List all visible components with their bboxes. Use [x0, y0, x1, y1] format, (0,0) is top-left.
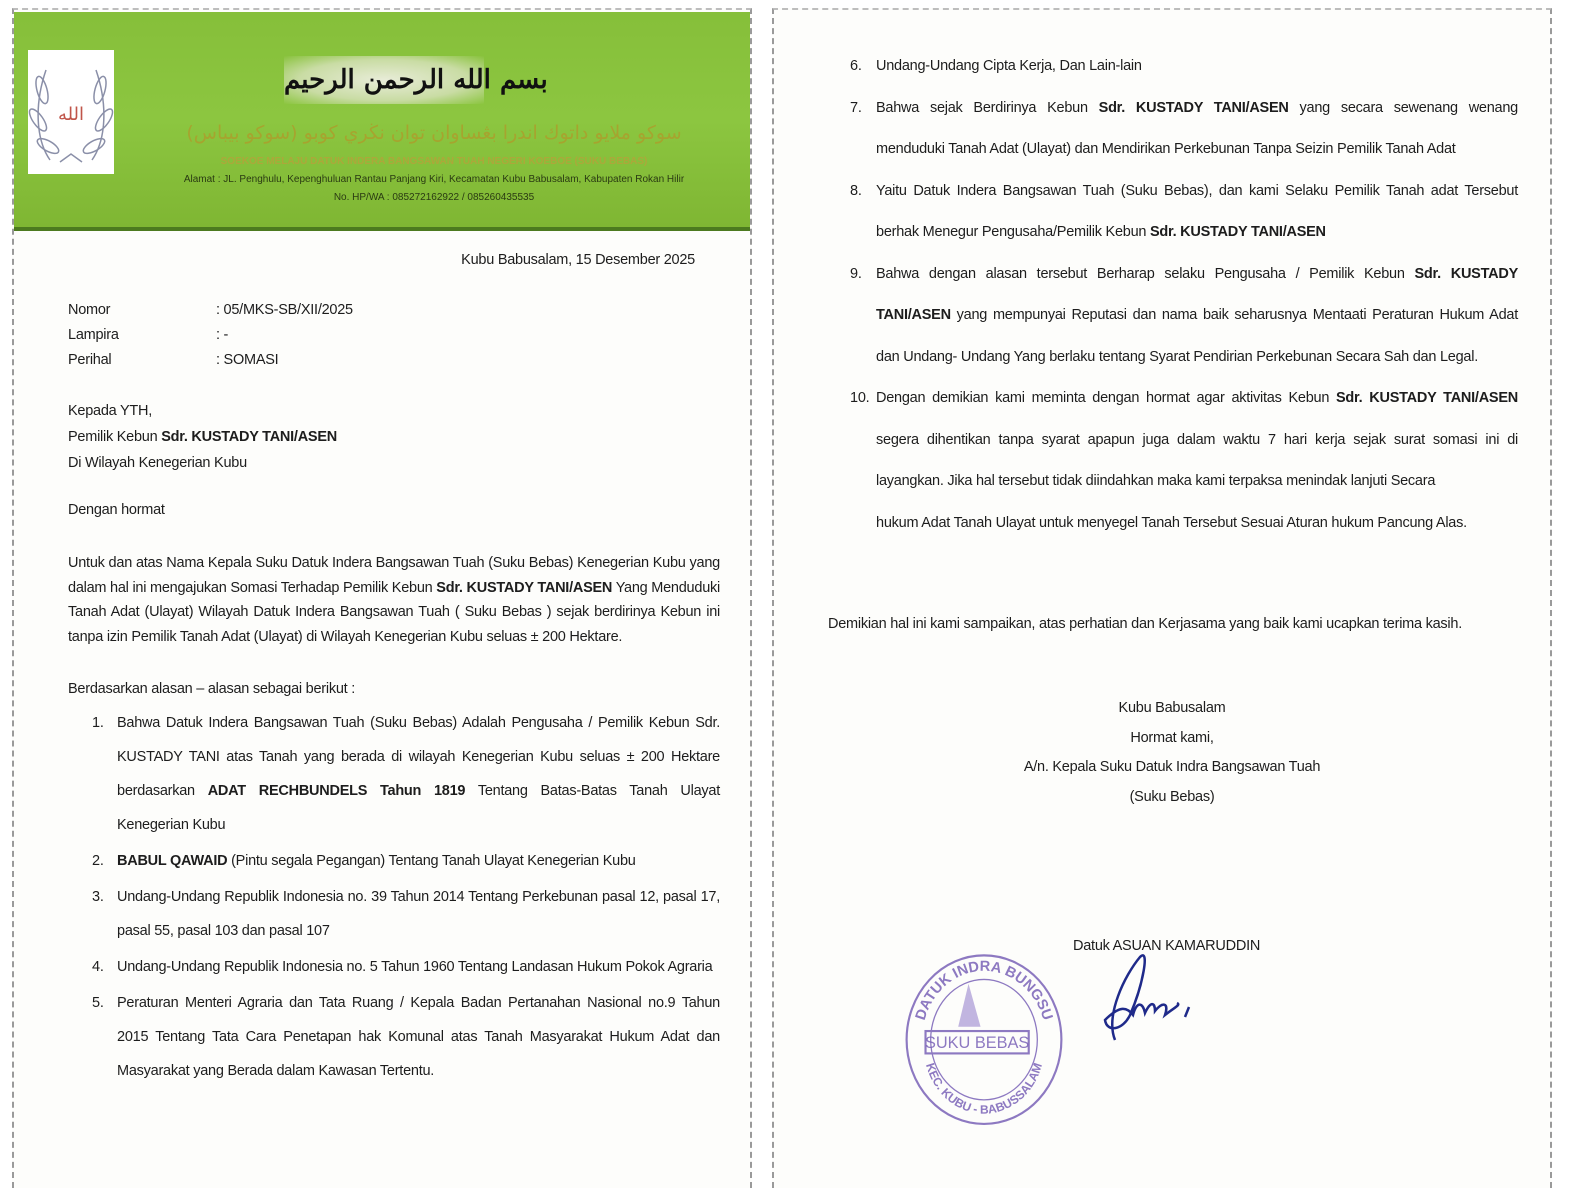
reason-text	[117, 880, 720, 948]
meta-value: : -	[216, 327, 229, 343]
reason-item	[850, 254, 1518, 379]
stamp-top-text: DATUK INDRA BUNGSU	[912, 958, 1056, 1023]
meta-value: : 05/MKS-SB/XII/2025	[216, 302, 353, 318]
text-segment: Tentang Batas-Batas Tanah Ulayat Kenegerian Kubu	[117, 783, 720, 833]
signatory-name: Datuk ASUAN KAMARUDDIN	[1073, 938, 1261, 954]
signature-place: Kubu Babusalam	[1118, 700, 1226, 716]
bold-text-segment: Sdr. KUSTADY TANI/ASEN	[876, 265, 1518, 323]
meta-block	[68, 298, 720, 373]
reason-item	[850, 378, 1518, 544]
laurel-wreath-icon	[28, 50, 114, 174]
recipient-line-2	[68, 424, 720, 450]
reason-item	[92, 706, 720, 842]
reason-item	[92, 986, 720, 1088]
reason-item	[92, 880, 720, 948]
reason-text	[876, 88, 1518, 171]
recipient-line-1: Kepada YTH,	[68, 403, 153, 419]
reason-text	[876, 171, 1518, 254]
date-line: Kubu Babusalam, 15 Desember 2025	[461, 252, 695, 268]
reason-text	[117, 706, 720, 842]
reasons-list-part-2	[850, 46, 1518, 544]
meta-label: Perihal	[68, 352, 112, 368]
reason-number: 4.	[92, 959, 104, 975]
reason-number: 9.	[850, 265, 862, 282]
greeting: Dengan hormat	[68, 502, 165, 518]
letter-page-1	[12, 8, 752, 1188]
recipient-block	[68, 398, 720, 476]
reason-text	[117, 986, 720, 1088]
text-segment: (Pintu segala Pegangan) Tentang Tanah Ulayat Kenegerian Kubu	[227, 853, 636, 869]
stamp-center-text: SUKU BEBAS	[924, 1034, 1030, 1053]
bold-text-segment: Sdr. KUSTADY TANI/ASEN	[1336, 390, 1518, 406]
intro-paragraph	[68, 551, 720, 649]
signature-group: (Suku Bebas)	[1129, 788, 1215, 805]
signature-regards: Hormat kami,	[1130, 729, 1214, 746]
letter-body	[68, 250, 720, 1088]
reason-text	[117, 950, 720, 984]
reasons-heading: Berdasarkan alasan – alasan sebagai berikut :	[68, 681, 355, 697]
reason-number: 2.	[92, 853, 104, 869]
arabic-org-name: سوكو ملايو داتوك اندرا بڠساوان توان نڬري كوبو (سوكو بيباس)	[186, 122, 682, 144]
text-segment: Yang Menduduki Tanah Adat (Ulayat) Wilayah Datuk Indera Bangsawan Tuah ( Suku Bebas ) sejak berdirinya Kebun ini tanpa izin Pemilik Tanah Adat (Ulayat) di Wilayah Kenegerian Kubu seluas ± 200 Hektare.	[68, 579, 720, 645]
bold-text-segment: Sdr. KUSTADY TANI/ASEN	[1149, 224, 1326, 240]
bismillah-calligraphy: بسم الله الرحمن الرحيم	[284, 56, 484, 104]
text-segment: Bahwa sejak Berdirinya Kebun	[876, 99, 1099, 116]
reason-number: 7.	[850, 99, 862, 116]
text-segment: Peraturan Menteri Agraria dan Tata Ruang / Kepala Badan Pertanahan Nasional no.9 Tahun 2015 Tentang Tata Cara Penetapan hak Komunal atas Tanah Masyarakat Hukum Adat dan Masyarakat yang Berada dalam Kawasan Tertentu.	[117, 995, 720, 1079]
bold-text-segment: Sdr. KUSTADY TANI/ASEN	[436, 579, 613, 596]
handwritten-signature	[1085, 945, 1205, 1055]
text-segment: Undang-Undang Cipta Kerja, Dan Lain-lain	[876, 58, 1142, 74]
reason-text	[876, 46, 1518, 88]
reason-item	[850, 88, 1518, 171]
reason-number: 10.	[850, 390, 870, 406]
letter-body-continued	[828, 46, 1520, 956]
text-segment: Bahwa Datuk Indera Bangsawan Tuah (Suku Bebas) Adalah Pengusaha / Pemilik Kebun Sdr. KUSTADY TANI atas Tanah yang berada di wilayah Kenegerian Kubu seluas ± 200 Hektare berdasarkan	[117, 715, 720, 799]
reason-item	[850, 46, 1518, 88]
text-segment: yang mempunyai Reputasi dan nama baik seharusnya Mentaati Peraturan Hukum Adat dan Undang- Undang Yang berlaku tentang Syarat Pendirian Perkebunan Secara Sah dan Legal.	[876, 307, 1518, 365]
text-segment: segera dihentikan tanpa syarat apapun juga dalam waktu 7 hari kerja sejak surat somasi ini di layangkan. Jika hal tersebut tidak diindahkan maka kami terpaksa menindak lanjuti Secara	[876, 431, 1518, 489]
signature-block	[940, 694, 1404, 812]
recipient-line-3: Di Wilayah Kenegerian Kubu	[68, 455, 247, 471]
reason-number: 3.	[92, 889, 104, 905]
reason-continuation: hukum Adat Tanah Ulayat untuk menyegel Tanah Tersebut Sesuai Aturan hukum Pancung Alas.	[876, 514, 1467, 531]
meta-value: : SOMASI	[216, 352, 279, 368]
meta-lampiran	[68, 323, 720, 348]
bold-text-segment: Sdr. KUSTADY TANI/ASEN	[161, 429, 337, 445]
reason-number: 6.	[850, 58, 862, 74]
org-address: Alamat : JL. Penghulu, Kepenghuluan Rantau Panjang Kiri, Kecamatan Kubu Babusalam, Kabupaten Rokan Hilir	[183, 174, 685, 185]
closing-paragraph: Demikian hal ini kami sampaikan, atas perhatian dan Kerjasama yang baik kami ucapkan terima kasih.	[828, 616, 1462, 632]
reason-text	[876, 254, 1518, 379]
signature-on-behalf: A/n. Kepala Suku Datuk Indra Bangsawan Tuah	[1023, 759, 1321, 775]
reasons-list-part-1	[92, 706, 720, 1088]
reason-number: 8.	[850, 182, 862, 199]
reason-item	[850, 171, 1518, 254]
meta-nomor	[68, 298, 720, 323]
official-stamp	[898, 935, 1070, 1140]
text-segment: Undang-Undang Republik Indonesia no. 39 Tahun 2014 Tentang Perkebunan pasal 12, pasal 17, pasal 55, pasal 103 dan pasal 107	[117, 889, 720, 939]
stamp-bottom-text: KEC. KUBU - BABUSSALAM	[923, 1061, 1046, 1117]
text-segment: Untuk dan atas Nama Kepala Suku Datuk Indera Bangsawan Tuah (Suku Bebas) Kenegerian Kubu yang dalam hal ini mengajukan Somasi Terhadap Pemilik Kebun	[68, 555, 720, 596]
meta-label: Lampira	[68, 327, 119, 343]
svg-text:KEC. KUBU - BABUSSALAM	[923, 1061, 1045, 1116]
laurel-logo	[28, 50, 114, 174]
text-segment: Pemilik Kebun	[68, 429, 162, 445]
stamp-emblem-icon	[958, 984, 980, 1027]
svg-text:DATUK INDRA BUNGSU	[913, 959, 1055, 1022]
reason-text	[876, 378, 1518, 503]
meta-perihal	[68, 348, 720, 373]
org-phone: No. HP/WA : 085272162922 / 085260435535	[333, 192, 535, 203]
letterhead	[14, 12, 750, 231]
text-segment: Yaitu Datuk Indera Bangsawan Tuah (Suku Bebas), dan kami Selaku Pemilik Tanah adat Tersebut berhak Menegur Pengusaha/Pemilik Kebun	[876, 182, 1518, 240]
reason-number: 5.	[92, 995, 104, 1011]
text-segment: Dengan demikian kami meminta dengan hormat agar aktivitas Kebun	[876, 390, 1337, 406]
reason-number: 1.	[92, 715, 104, 731]
bold-text-segment: ADAT RECHBUNDELS Tahun 1819	[207, 783, 466, 799]
meta-label: Nomor	[68, 302, 111, 318]
latin-org-name: SOEKOE MELAJU DATUK INDERA BANGSAWAN TUAH NEGERI KOEBOE (SUKU BEBAS)	[220, 156, 648, 167]
reason-item	[92, 950, 720, 984]
text-segment: yang secara sewenang wenang menduduki Tanah Adat (Ulayat) dan Mendirikan Perkebunan Tanpa Seizin Pemilik Tanah Adat	[876, 99, 1518, 157]
text-segment: Bahwa dengan alasan tersebut Berharap selaku Pengusaha / Pemilik Kebun	[876, 265, 1415, 282]
bold-text-segment: Sdr. KUSTADY TANI/ASEN	[1098, 99, 1289, 116]
text-segment: Undang-Undang Republik Indonesia no. 5 Tahun 1960 Tentang Landasan Hukum Pokok Agraria	[117, 959, 713, 975]
logo-text: الله	[57, 104, 85, 125]
reason-item	[92, 844, 720, 878]
bold-text-segment: BABUL QAWAID	[117, 853, 228, 869]
reason-text	[117, 844, 720, 878]
